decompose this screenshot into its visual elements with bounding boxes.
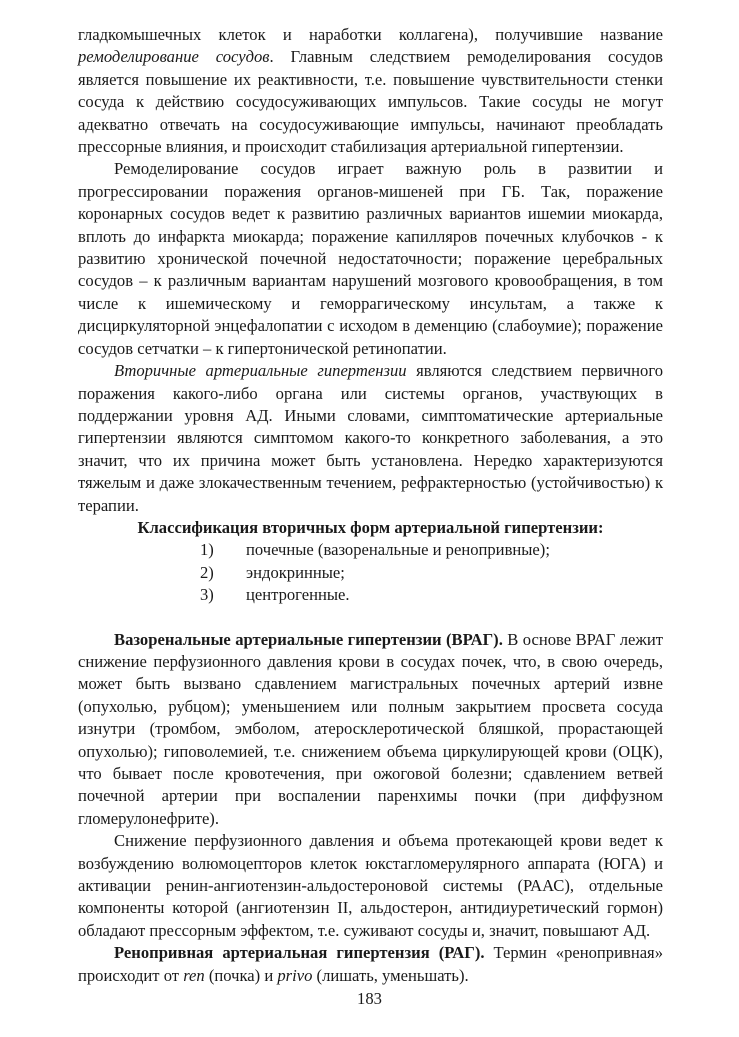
- text-run: гладкомышечных клеток и наработки коллагена), получившие название: [78, 25, 663, 44]
- paragraph-vasorenal: [78, 629, 663, 831]
- classification-list: [78, 539, 663, 606]
- classification-heading: Классификация вторичных форм артериальной гипертензии:: [137, 517, 604, 537]
- italic-term: Вторичные артериальные гипертензии: [114, 361, 407, 381]
- bold-term: Вазоренальные артериальные гипертензии (ВРАГ).: [114, 629, 503, 649]
- list-number: 3): [200, 585, 214, 605]
- text-run: В основе ВРАГ лежит снижение перфузионного давления крови в сосудах почек, что, в свою очередь, может быть вызвано сдавлением магистральных почечных артерий извне (опухолью, рубцом); уменьшением или полным закрытием просвета сосуда изнутри (тромбом, эмболом, атеросклеротической бляшкой, прорастающей опухолью); гиповолемией, т.е. снижением объема циркулирующей крови (ОЦК), что бывает после кровотечения, при ожоговой болезни; сдавлением ветвей почечной артерии при воспалении паренхимы почки (при диффузном гломерулонефрите).: [78, 629, 663, 828]
- italic-term: ремоделирование сосудов: [78, 47, 270, 67]
- paragraph-renoprival: [78, 942, 663, 987]
- list-item: [78, 584, 663, 606]
- paragraph-perfusion-pressure: Снижение перфузионного давления и объема протекающей крови ведет к возбуждению волюмоцепторов клеток юкстагломерулярного аппарата (ЮГА) и активации ренин-ангиотензин-альдостероновой системы (РААС), отдельные компоненты которой (ангиотензин II, альдостерон, антидиуретический гормон) обладают прессорным эффектом, т.е. суживают сосуды и, значит, повышают АД.: [78, 831, 663, 940]
- list-number: 1): [200, 540, 214, 560]
- paragraph-secondary-hypertension: [78, 360, 663, 517]
- list-item: [78, 539, 663, 561]
- text-run: (почка) и: [204, 965, 278, 985]
- spacer: [78, 607, 663, 629]
- list-text: почечные (вазоренальные и ренопривные);: [246, 540, 550, 560]
- list-text: эндокринные;: [246, 562, 345, 582]
- italic-term: ren: [183, 965, 205, 985]
- text-run: являются следствием первичного поражения какого-либо органа или системы органов, участвующих в поддержании уровня АД. Иными словами, симптоматические артериальные гипертензии являются симптомом какого-то конкретного заболевания, а это значит, что их причина может быть установлена. Нередко характеризуются тяжелым и даже злокачественным течением, рефрактерностью (устойчивостью) к терапии.: [78, 361, 664, 515]
- list-item: [78, 562, 663, 584]
- italic-term: privo: [277, 965, 313, 985]
- paragraph-target-organs: Ремоделирование сосудов играет важную роль в развитии и прогрессировании поражения органов-мишеней при ГБ. Так, поражение коронарных сосудов ведет к развитию различных вариантов ишемии миокарда, вплоть до инфаркта миокарда; поражение капилляров почечных клубочков - к развитию хронической почечной недостаточности; поражение церебральных сосудов – к различным вариантам нарушений мозгового кровообращения, в том числе к ишемическому и геморрагическому инсультам, а также к дисциркуляторной энцефалопатии с исходом в деменцию (слабоумие); поражение сосудов сетчатки – к гипертонической ретинопатии.: [78, 159, 663, 358]
- paragraph-remodeling-definition: [78, 24, 663, 158]
- text-run: Термин «ренопривная» происходит от: [78, 943, 663, 985]
- document-page: [78, 24, 663, 987]
- page-number: 183: [357, 989, 382, 1008]
- bold-term: Ренопривная артериальная гипертензия (РАГ).: [114, 943, 485, 963]
- text-run: (лишать, уменьшать).: [312, 965, 469, 985]
- text-run: . Главным следствием ремоделирования сосудов является повышение их реактивности, т.е. повышение чувствительности стенки сосуда к действию сосудосуживающих импульсов. Такие сосуды не могут адекватно отвечать на сосудосуживающие импульсы, начинают преобладать прессорные влияния, и происходит стабилизация артериальной гипертензии.: [78, 47, 663, 157]
- list-text: центрогенные.: [246, 585, 350, 605]
- list-number: 2): [200, 562, 214, 582]
